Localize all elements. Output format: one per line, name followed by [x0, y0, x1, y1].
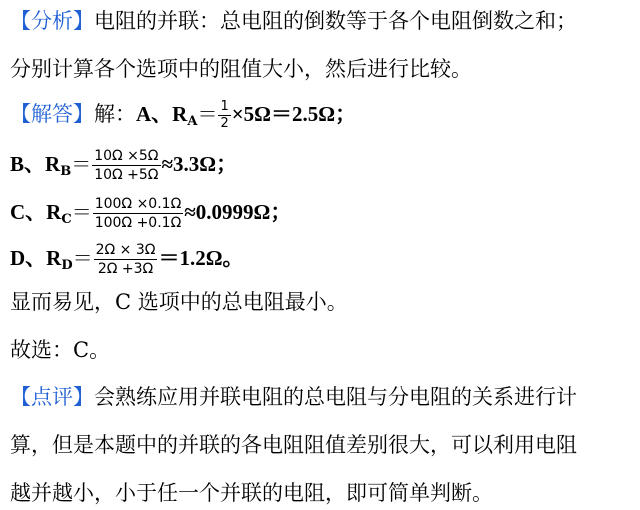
answer-intro: 解：	[94, 102, 136, 126]
option-a-result: ×5Ω＝2.5Ω；	[231, 102, 357, 126]
option-d-label: D、R	[10, 246, 62, 270]
answer-conclusion: 显而易见，C 选项中的总电阻最小。	[10, 290, 348, 314]
option-a-label: A、R	[136, 102, 188, 126]
option-d-denominator: 2Ω +3Ω	[97, 261, 154, 277]
analysis-line-2	[10, 56, 472, 82]
option-a-fraction	[218, 100, 230, 131]
option-b-equals: ＝	[71, 152, 92, 176]
comment-tag: 【点评】	[10, 385, 94, 409]
option-a-subscript: A	[187, 114, 198, 129]
answer-line-b	[10, 148, 237, 185]
answer-choice-line	[10, 337, 110, 363]
option-c-subscript: C	[61, 212, 72, 227]
option-a-equals: ＝	[197, 102, 218, 126]
answer-tag: 【解答】	[10, 102, 94, 126]
option-c-fraction	[93, 196, 184, 231]
option-a-denominator: 2	[220, 116, 229, 131]
option-b-denominator: 10Ω +5Ω	[94, 167, 159, 183]
option-d-equals: ＝	[72, 246, 93, 270]
option-a-numerator: 1	[220, 99, 229, 114]
option-c-equals: ＝	[71, 200, 92, 224]
comment-text-2: 算，但是本题中的并联的各电阻阻值差别很大，可以利用电阻	[10, 433, 577, 457]
answer-line-a	[10, 100, 356, 135]
comment-text-1: 会熟练应用并联电阻的总电阻与分电阻的关系进行计	[94, 385, 577, 409]
option-b-fraction	[92, 148, 160, 183]
answer-line-c	[10, 196, 291, 233]
option-d-subscript: D	[61, 258, 73, 273]
option-d-result: ＝1.2Ω。	[158, 246, 244, 270]
comment-line-2	[10, 432, 577, 458]
analysis-tag: 【分析】	[10, 9, 94, 33]
option-b-result: ≈3.3Ω；	[161, 152, 238, 176]
comment-line-1	[10, 384, 577, 410]
answer-line-d	[10, 242, 244, 279]
answer-conclusion-line	[10, 289, 348, 315]
answer-choice: 故选：C。	[10, 338, 111, 362]
option-b-label: B、R	[10, 152, 61, 176]
option-c-numerator: 100Ω ×0.1Ω	[94, 196, 182, 212]
comment-line-3	[10, 480, 493, 506]
option-b-numerator: 10Ω ×5Ω	[94, 148, 159, 164]
comment-text-3: 越并越小，小于任一个并联的电阻，即可简单判断。	[10, 481, 493, 505]
option-c-denominator: 100Ω +0.1Ω	[94, 215, 182, 231]
option-c-result: ≈0.0999Ω；	[184, 200, 292, 224]
option-d-fraction	[94, 242, 158, 277]
option-c-label: C、R	[10, 200, 62, 224]
option-b-subscript: B	[60, 164, 72, 179]
option-d-numerator: 2Ω × 3Ω	[95, 242, 156, 258]
analysis-text-1: 电阻的并联：总电阻的倒数等于各个电阻倒数之和；	[94, 9, 577, 33]
analysis-line-1	[10, 8, 577, 34]
analysis-text-2: 分别计算各个选项中的阻值大小，然后进行比较。	[10, 57, 472, 81]
